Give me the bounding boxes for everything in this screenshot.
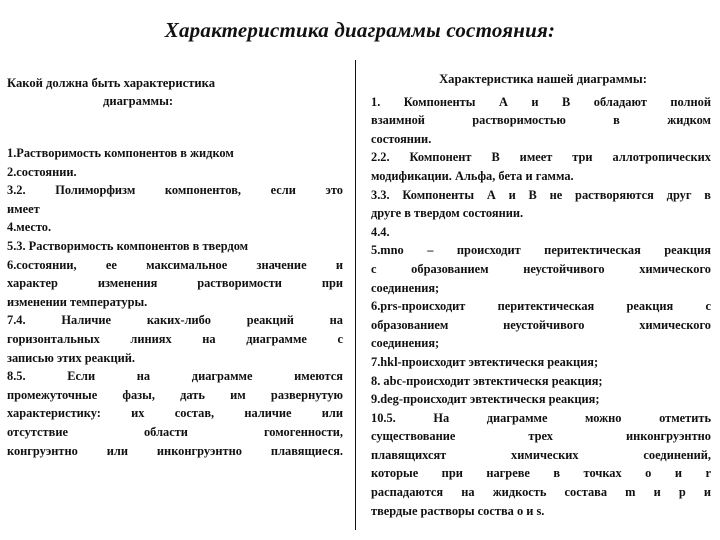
right-item: 1. Компоненты А и В обладают полной <box>371 94 711 109</box>
left-heading <box>7 74 343 110</box>
right-item: 6.prs-происходит перитектическая реакция с <box>371 299 711 314</box>
left-items <box>7 144 343 460</box>
right-item: соединения; <box>371 336 440 351</box>
right-item: модификации. Альфа, бета и гамма. <box>371 168 574 183</box>
right-item: 3.3. Компоненты А и В не растворяются друг в <box>371 187 711 202</box>
left-item: промежуточные фазы, дать им развернутую <box>7 387 343 402</box>
right-item: взаимной растворимостью в жидком <box>371 113 711 128</box>
left-item: 4.место. <box>7 220 52 235</box>
right-item: образованием неустойчивого химического <box>371 317 711 332</box>
right-item: распадаются на жидкость состава m и p и <box>371 485 711 500</box>
right-item: которые при нагреве в точках o и r <box>371 466 711 481</box>
left-item: записью этих реакций. <box>7 350 136 365</box>
left-item: имеет <box>7 201 40 216</box>
right-item: существование трех инконгруэнтно <box>371 429 711 444</box>
column-divider <box>355 60 356 530</box>
left-heading-line2: диаграммы: <box>103 94 174 108</box>
right-item: друге в твердом состоянии. <box>371 206 524 221</box>
right-item: 5.mno – происходит перитектическая реакция <box>371 243 711 258</box>
left-item: характер изменения растворимости при <box>7 276 343 291</box>
left-item: 3.2. Полиморфизм компонентов, если это <box>7 183 343 198</box>
right-item: твердые растворы соства o и s. <box>371 503 545 518</box>
left-item: горизонтальных линиях на диаграмме с <box>7 331 343 346</box>
left-item: 2.состоянии. <box>7 164 77 179</box>
right-item: плавящихсят химических соединений, <box>371 447 711 462</box>
right-item: состоянии. <box>371 131 432 146</box>
right-heading: Характеристика нашей диаграммы: <box>439 72 647 86</box>
left-item: 1.Растворимость компонентов в жидком <box>7 146 234 160</box>
right-item: 9.deg-происходит эвтектическя реакция; <box>371 392 600 407</box>
left-column <box>7 74 343 460</box>
left-item: 8.5. Если на диаграмме имеются <box>7 369 343 384</box>
left-heading-line1: Какой должна быть характеристика <box>7 76 215 90</box>
left-item: 7.4. Наличие каких-либо реакций на <box>7 313 343 328</box>
slide-title: Характеристика диаграммы состояния: <box>164 18 556 42</box>
left-item: отсутствие области гомогенности, <box>7 424 343 439</box>
left-item: изменении температуры. <box>7 294 148 309</box>
left-item: 6.состоянии, ее максимальное значение и <box>7 257 343 272</box>
right-column <box>371 70 711 520</box>
right-item: с образованием неустойчивого химического <box>371 261 711 276</box>
right-item: соединения; <box>371 280 440 295</box>
right-item: 2.2. Компонент В имеет три аллотропических <box>371 150 711 165</box>
right-item: 8. abc-происходит эвтектическя реакция; <box>371 373 603 388</box>
left-item: конгруэнтно или инконгруэнтно плавящиеся. <box>7 443 343 458</box>
right-item: 7.hkl-происходит эвтектическя реакция; <box>371 354 599 369</box>
left-item: характеристику: их состав, наличие или <box>7 406 343 421</box>
right-item: 4.4. <box>371 224 390 239</box>
right-item: 10.5. На диаграмме можно отметить <box>371 410 711 425</box>
left-item: 5.3. Растворимость компонентов в твердом <box>7 238 249 253</box>
right-items <box>371 93 711 521</box>
